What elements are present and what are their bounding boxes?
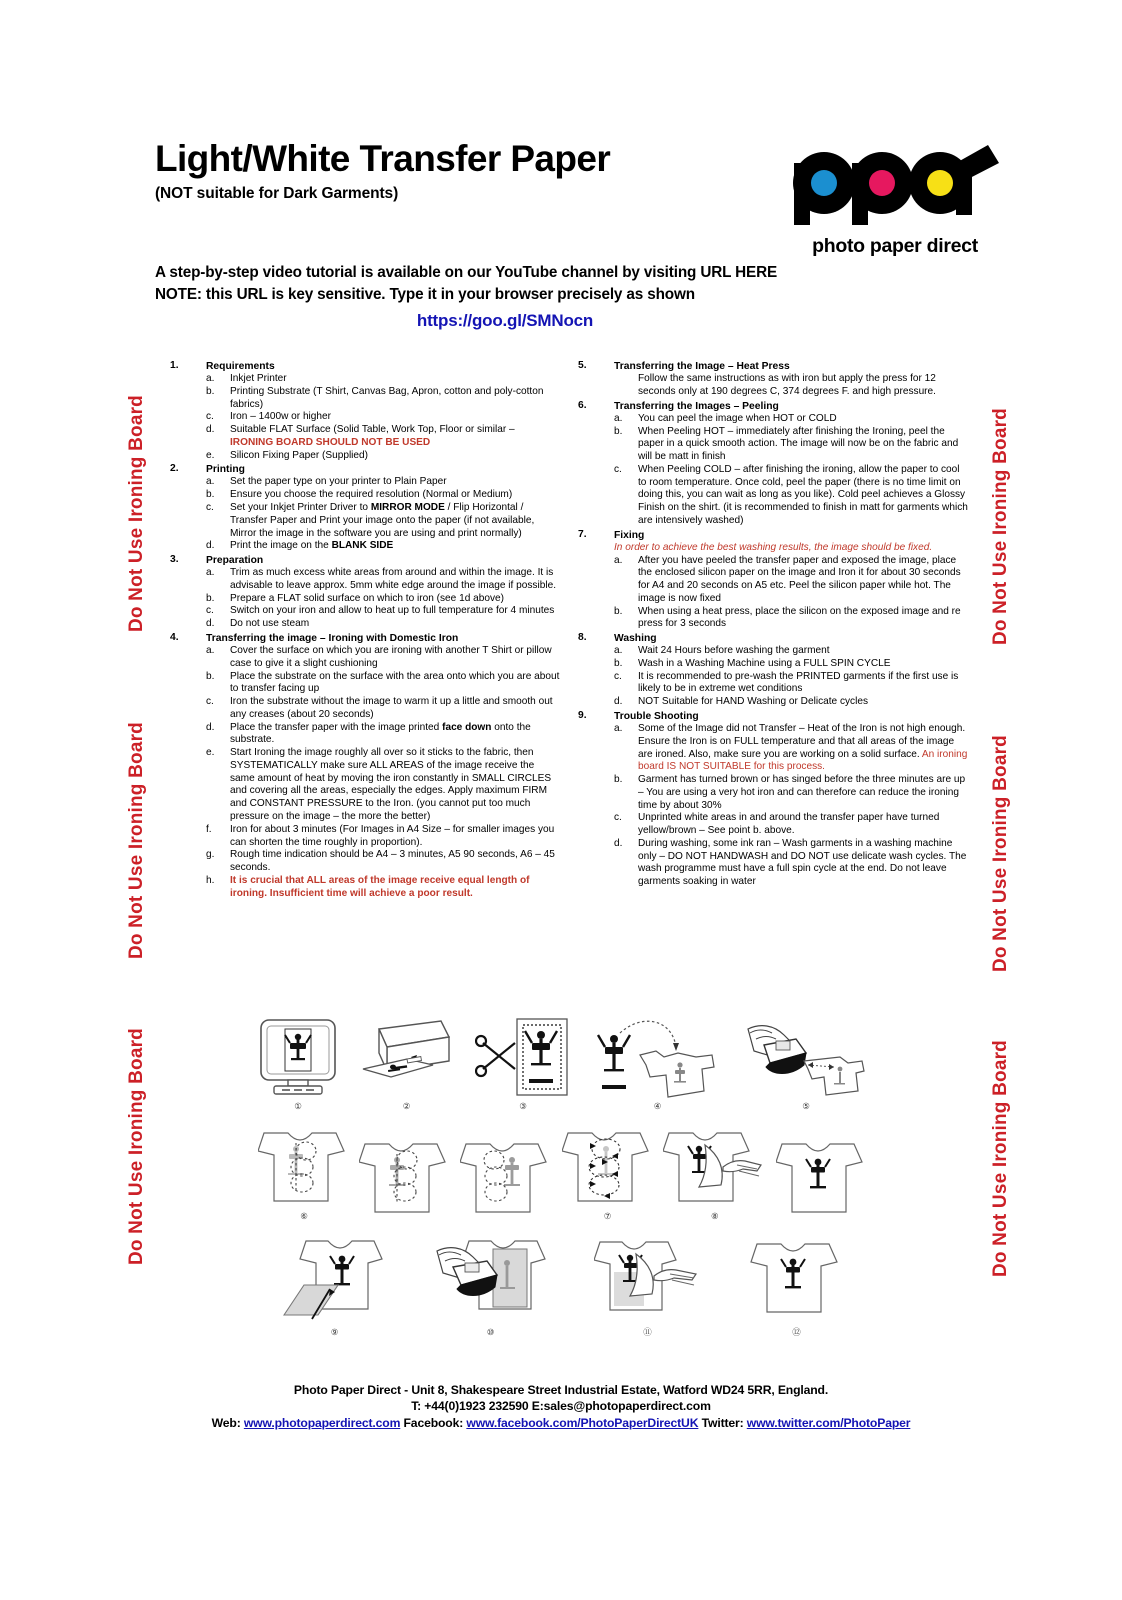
substep-letter: h.	[206, 874, 215, 886]
substep-text: It is crucial that ALL areas of the image receive equal length of ironing. Insufficient time will achieve a poor result.	[230, 874, 530, 899]
diagram-caption: ⑪	[643, 1327, 652, 1337]
diagram-iron-over-transfer	[744, 1017, 868, 1112]
diagram-caption: ⑤	[802, 1101, 810, 1111]
substep-text: Iron for about 3 minutes (For Images in A4 Size – for smaller images you can shorten the time roughly in proportion).	[230, 823, 555, 848]
substep-letter: d.	[206, 618, 215, 630]
step-heading: Preparation	[206, 555, 264, 567]
substep	[578, 838, 970, 889]
substep	[170, 540, 560, 553]
intro-block	[155, 262, 855, 331]
substep	[170, 411, 560, 424]
diagram-caption: ⑧	[710, 1211, 719, 1221]
ppd-logo-mark	[790, 145, 1000, 233]
substep-text: When using a heat press, place the silicon on the exposed image and re press for 3 seconds	[638, 605, 961, 630]
substep-text: It is recommended to pre-wash the PRINTED garments if the first use is likely to be in extreme wet conditions	[638, 670, 959, 695]
substep	[578, 464, 970, 528]
diagram-caption: ⑫	[792, 1327, 801, 1337]
substep-letter: a.	[206, 373, 215, 385]
twitter-label: Twitter:	[698, 1415, 747, 1430]
step-number: 4.	[170, 631, 179, 643]
substep-list	[578, 645, 970, 709]
substep-text: Set the paper type on your printer to Plain Paper	[230, 476, 447, 488]
substep-list	[170, 567, 560, 631]
substep-text: Print the image on the	[230, 540, 332, 552]
side-warning-right-1: Do Not Use Ironing Board	[990, 408, 1011, 646]
substep	[170, 824, 560, 850]
logo-tagline: photo paper direct	[812, 235, 978, 257]
facebook-label: Facebook:	[400, 1415, 467, 1430]
substep-letter: f.	[206, 823, 212, 835]
substep-text: Wash in a Washing Machine using a FULL SPIN CYCLE	[638, 657, 891, 669]
diagram-place-silicon-paper	[282, 1233, 388, 1338]
substep-text: You can peel the image when HOT or COLD	[638, 412, 837, 424]
step-number: 9.	[578, 710, 587, 721]
step-number: 3.	[170, 554, 179, 566]
substep-text: Start Ironing the image roughly all over so it sticks to the fabric, then SYSTEMATICALLY make sure ALL AREAS of the image receive the same amount of heat by moving the iron constantly in SMALL CIRCLES and covering all the areas, especially the edges. Apply maximum FIRM and CONSTANT PRESSURE to the Iron. (you cannot put too much pressure on the image – the more the better)	[230, 747, 552, 822]
substep-list	[578, 555, 970, 632]
substep-letter: a.	[206, 645, 215, 657]
substep	[170, 450, 560, 463]
substep-letter: c.	[614, 463, 622, 475]
substep	[578, 723, 970, 774]
substep-text: Suitable FLAT Surface (Solid Table, Work Top, Floor or similar –	[230, 424, 515, 436]
substep-text: Place the transfer paper with the image printed	[230, 721, 443, 733]
step-number: 6.	[578, 399, 587, 411]
substep-list	[170, 645, 560, 900]
step-number: 8.	[578, 632, 587, 644]
intro-line-2: NOTE: this URL is key sensitive. Type it in your browser precisely as shown	[155, 285, 695, 303]
substep-text: Inkjet Printer	[230, 373, 287, 385]
diagram-caption: ③	[519, 1101, 527, 1111]
substep-letter: e.	[206, 449, 215, 461]
substep	[170, 645, 560, 671]
substep-letter: b.	[614, 774, 623, 786]
substep-text: Wait 24 Hours before washing the garment	[638, 645, 830, 657]
diagram-caption: ⑥	[300, 1211, 308, 1221]
step-heading: Printing	[206, 464, 245, 476]
substep	[578, 812, 970, 838]
intro-line-1: A step-by-step video tutorial is available on our YouTube channel by visiting URL HERE	[155, 264, 778, 281]
substep-letter: a.	[614, 645, 623, 657]
substep	[578, 658, 970, 671]
substep-letter: c.	[206, 502, 214, 514]
step-note: In order to achieve the best washing results, the image should be fixed.	[614, 541, 933, 553]
side-warning-right-2: Do Not Use Ironing Board	[990, 735, 1011, 973]
substep-letter: a.	[206, 476, 215, 488]
substep-letter: c.	[206, 411, 214, 423]
diagram-iron-cover-all-areas	[562, 1123, 654, 1222]
diagram-finished-shirt	[776, 1134, 868, 1222]
step-heading: Requirements	[206, 361, 275, 372]
tutorial-url[interactable]: https://goo.gl/SMNocn	[416, 311, 594, 331]
instruction-step	[578, 632, 970, 709]
substep-text: Iron – 1400w or higher	[230, 411, 332, 423]
side-warning-right-3: Do Not Use Ironing Board	[990, 1040, 1011, 1278]
substep-text: Unprinted white areas in and around the transfer paper have turned yellow/brown – See point b. above.	[638, 812, 940, 837]
substep-letter: c.	[614, 812, 622, 824]
substep-letter: b.	[206, 385, 215, 397]
step-heading: Transferring the Image – Heat Press	[614, 361, 790, 372]
substep-letter: d.	[206, 424, 215, 436]
diagram-peel-silicon-paper	[594, 1232, 702, 1338]
twitter-link[interactable]: www.twitter.com/PhotoPaper	[746, 1415, 911, 1430]
substep-text: Ensure you choose the required resolution (Normal or Medium)	[230, 489, 513, 501]
facebook-link[interactable]: www.facebook.com/PhotoPaperDirectUK	[466, 1415, 699, 1430]
substep-text-cont: / Flip Horizontal / Transfer Paper and Print your image onto the paper (if not available, Mirror the image in the software you are using and print normally)	[230, 502, 535, 539]
page-subtitle: (NOT suitable for Dark Garments)	[155, 184, 399, 202]
diagram-iron-small-circles-3	[460, 1134, 552, 1222]
substep-text: Trim as much excess white areas from around and within the image. It is advisable to leave approx. 5mm white edge around the image if possible.	[230, 567, 556, 591]
substep-text: Prepare a FLAT solid surface on which to iron (see 1d above)	[230, 592, 504, 604]
substep-letter: b.	[614, 425, 623, 437]
substep-text: After you have peeled the transfer paper and exposed the image, place the enclosed silicon paper on the image and Iron it for about 30 seconds for A4 and 20 seconds on A5 etc. Peel the silicon paper while hot. The image is now fixed	[638, 554, 961, 604]
instruction-step	[170, 360, 560, 462]
substep-letter: b.	[206, 489, 215, 501]
substep	[170, 671, 560, 697]
page-title: Light/White Transfer Paper	[155, 138, 611, 179]
substep-text: Set your Inkjet Printer Driver to	[230, 502, 371, 514]
substep-text: Printing Substrate (T Shirt, Canvas Bag, Apron, cotton and poly-cotton fabrics)	[230, 385, 544, 410]
instruction-step	[170, 463, 560, 553]
substep-letter: a.	[614, 723, 623, 735]
substep-text: When Peeling HOT – immediately after finishing the Ironing, peel the paper in a quick smooth action. The image will now be on the fabric and will be matt in finish	[638, 425, 959, 463]
diagram-caption: ④	[653, 1101, 662, 1111]
footer-address: Photo Paper Direct - Unit 8, Shakespeare Street Industrial Estate, Watford WD24 5RR, England.	[293, 1383, 829, 1397]
substep-text: Switch on your iron and allow to heat up to full temperature for 4 minutes	[230, 605, 555, 617]
diagram-panel	[258, 1012, 868, 1338]
diagram-row-3	[258, 1228, 868, 1338]
side-warning-left-2: Do Not Use Ironing Board	[126, 722, 147, 960]
right-instruction-column	[578, 360, 970, 901]
diagram-caption: ⑨	[330, 1327, 339, 1337]
substep-list	[578, 723, 970, 889]
instruction-step	[578, 529, 970, 631]
substep	[578, 606, 970, 632]
step-number: 2.	[170, 463, 179, 475]
substep	[578, 426, 970, 464]
substep-text: Garment has turned brown or has singed before the three minutes are up – You are using a very hot iron and can therefore can reduce the ironing time by about 30%	[638, 774, 966, 811]
substep	[170, 567, 560, 593]
right-column-list	[578, 360, 970, 889]
substep-emphasis: face down	[442, 721, 492, 733]
substep-letter: b.	[614, 605, 623, 617]
substep-emphasis: MIRROR MODE	[370, 502, 445, 514]
substep	[578, 696, 970, 709]
substep	[170, 747, 560, 824]
document-footer	[0, 1382, 1122, 1431]
diagram-iron-small-circles-2	[359, 1134, 451, 1222]
substep	[578, 774, 970, 812]
step-number: 1.	[170, 360, 179, 371]
instruction-step	[170, 632, 560, 900]
diagram-scissors-trimming-image	[475, 1017, 571, 1112]
substep-letter: b.	[614, 657, 623, 669]
substep-list	[170, 476, 560, 553]
substep-letter: b.	[206, 670, 215, 682]
diagram-row-2	[258, 1118, 868, 1222]
diagram-monitor-with-image	[258, 1017, 338, 1112]
substep-text: NOT Suitable for HAND Washing or Delicate cycles	[638, 696, 868, 708]
diagram-row-1	[258, 1012, 868, 1112]
substep	[170, 502, 560, 540]
substep-list	[578, 413, 970, 528]
instruction-step	[170, 554, 560, 631]
substep-letter: e.	[206, 747, 215, 759]
diagram-place-transfer-on-shirt	[594, 1017, 722, 1112]
website-link[interactable]: www.photopaperdirect.com	[243, 1415, 401, 1430]
substep	[170, 424, 560, 450]
step-heading: Transferring the image – Ironing with Domestic Iron	[206, 632, 459, 644]
step-heading: Washing	[614, 633, 657, 645]
substep-letter: a.	[206, 567, 215, 579]
web-label: Web:	[211, 1415, 244, 1430]
substep-letter: c.	[206, 605, 214, 617]
substep	[170, 476, 560, 489]
diagram-peel-paper-hand	[663, 1123, 767, 1222]
substep-letter: b.	[206, 592, 215, 604]
substep	[578, 555, 970, 606]
substep-letter: d.	[206, 540, 215, 552]
side-warning-left-1: Do Not Use Ironing Board	[126, 395, 147, 633]
substep-text-cont: onto the substrate.	[230, 721, 531, 746]
substep	[578, 645, 970, 658]
substep-letter: a.	[614, 412, 623, 424]
step-heading: Fixing	[614, 529, 645, 541]
substep-letter: d.	[614, 696, 623, 708]
substep	[170, 489, 560, 502]
substep-letter: d.	[614, 837, 623, 849]
substep-text: Iron the substrate without the image to warm it up a little and smooth out any creases (about 20 seconds)	[230, 696, 553, 720]
substep-letter: c.	[614, 670, 622, 682]
step-intro: Follow the same instructions as with iron but apply the press for 12 seconds only at 190 degrees C, 374 degrees F. and high pressure.	[638, 373, 936, 397]
ppd-logo	[790, 145, 1000, 258]
substep	[170, 696, 560, 722]
substep-letter: d.	[206, 721, 215, 733]
substep-text: Rough time indication should be A4 – 3 minutes, A5 90 seconds, A6 – 45 seconds.	[230, 849, 555, 874]
substep	[170, 618, 560, 631]
diagram-caption: ①	[294, 1101, 302, 1111]
footer-contact: T: +44(0)1923 232590 E:sales@photopaperdirect.com	[411, 1399, 711, 1414]
step-number: 7.	[578, 528, 587, 540]
diagram-caption: ⑩	[486, 1327, 495, 1337]
diagram-iron-silicon-paper	[435, 1233, 547, 1338]
substep-text: Do not use steam	[230, 618, 310, 630]
instructions-columns	[170, 360, 970, 901]
footer-links	[0, 1415, 1122, 1431]
substep-text: Place the substrate on the surface with the area onto which you are about to transfer facing up	[230, 670, 560, 695]
substep	[578, 413, 970, 426]
diagram-final-fixed-image	[749, 1232, 845, 1338]
step-heading: Trouble Shooting	[614, 711, 699, 722]
instruction-step	[578, 400, 970, 528]
diagram-printer-printing-image	[361, 1017, 453, 1112]
substep	[578, 671, 970, 697]
substep-text: During washing, some ink ran – Wash garments in a washing machine only – DO NOT HANDWASH and DO NOT use delicate wash cycles. The wash programme must have a full spin cycle at the end. Do not leave garments soaking in water	[638, 837, 967, 888]
substep-warning: An ironing board IS NOT SUITABLE for this process.	[638, 748, 968, 773]
substep-warning: IRONING BOARD SHOULD NOT BE USED	[230, 436, 431, 448]
substep-text: Some of the Image did not Transfer – Heat of the Iron is not high enough. Ensure the Iron is on FULL temperature and that all areas of the image are ironed. Also, make sure you are working on a solid surface.	[638, 723, 966, 760]
substep-emphasis: BLANK SIDE	[331, 540, 394, 552]
step-heading: Transferring the Images – Peeling	[614, 400, 779, 412]
substep-list	[170, 373, 560, 462]
step-number: 5.	[578, 360, 587, 371]
instruction-step	[578, 710, 970, 889]
substep-text: When Peeling COLD – after finishing the ironing, allow the paper to cool to room temperature. Once cold, peel the paper (there is no time limit on doing this, you can wait as long as you like). Cold peel achieves a Glossy Finish on the shirt. (it is recommended to finish in matt for garments which are intensively washed)	[638, 463, 968, 526]
left-instruction-column	[170, 360, 560, 901]
substep-letter: c.	[206, 696, 214, 708]
diagram-iron-small-circles-1	[258, 1123, 350, 1222]
substep	[170, 593, 560, 606]
substep	[170, 386, 560, 412]
side-warning-left-3: Do Not Use Ironing Board	[126, 1028, 147, 1266]
substep	[170, 722, 560, 748]
substep	[170, 849, 560, 875]
title-block	[155, 140, 610, 203]
substep	[170, 373, 560, 386]
diagram-caption: ②	[402, 1101, 411, 1111]
substep-letter: g.	[206, 849, 215, 861]
left-column-list	[170, 360, 560, 900]
substep-text: Silicon Fixing Paper (Supplied)	[230, 449, 369, 461]
substep-text: Cover the surface on which you are ironing with another T Shirt or pillow case to give it a slight cushioning	[230, 645, 552, 669]
instruction-step	[578, 360, 970, 399]
substep	[170, 605, 560, 618]
substep	[170, 875, 560, 901]
substep-letter: a.	[614, 554, 623, 566]
diagram-caption: ⑦	[603, 1211, 612, 1221]
